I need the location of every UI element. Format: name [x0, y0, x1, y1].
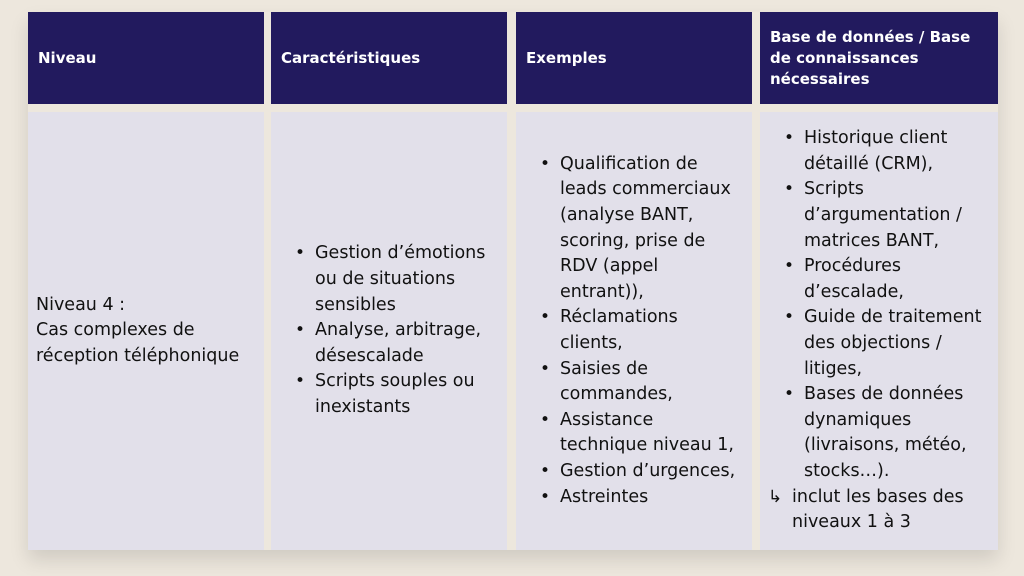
base-note [768, 485, 997, 536]
list-item: • Gestion d’émotions ou de situations sensibles [315, 241, 499, 318]
list-item: • Procédures d’escalade, [804, 254, 994, 305]
exemples-list [524, 152, 744, 510]
list-item: • Guide de traitement des objections / litiges, [804, 305, 994, 382]
caracteristiques-list [279, 241, 499, 420]
list-item: • Saisies de commandes, [560, 357, 744, 408]
column-base [760, 12, 998, 550]
list-item: • Gestion d’urgences, [560, 459, 744, 485]
header-exemples [516, 12, 752, 104]
list-item: • Scripts d’argumentation / matrices BANT, [804, 177, 994, 254]
header-base-label: Base de données / Base de connaissances nécessaires [770, 27, 971, 88]
list-item: • Réclamations clients, [560, 305, 744, 356]
base-note-text: inclut les bases des niveaux 1 à 3 [792, 486, 964, 533]
cell-exemples [516, 112, 752, 550]
cell-caracteristiques [271, 112, 507, 550]
column-caracteristiques [271, 12, 507, 550]
header-exemples-label: Exemples [526, 48, 607, 67]
column-exemples [516, 12, 752, 550]
header-base [760, 12, 998, 104]
base-list [768, 126, 994, 484]
base-content [768, 126, 997, 536]
list-item: • Analyse, arbitrage, désescalade [315, 318, 499, 369]
levels-table [28, 12, 998, 550]
list-item: • Assistance technique niveau 1, [560, 408, 744, 459]
list-item: • Scripts souples ou inexistants [315, 369, 499, 420]
header-niveau [28, 12, 264, 104]
cell-niveau [28, 112, 264, 550]
return-arrow-icon: ↳ [768, 486, 783, 507]
level-description: Cas complexes de réception téléphonique [36, 320, 240, 366]
header-caracteristiques-label: Caractéristiques [281, 48, 421, 67]
column-niveau [28, 12, 264, 550]
header-caracteristiques [271, 12, 507, 104]
list-item: • Astreintes [560, 485, 744, 511]
cell-base [760, 112, 998, 550]
list-item: • Bases de données dynamiques (livraisons, météo, stocks…). [804, 382, 994, 484]
list-item: • Historique client détaillé (CRM), [804, 126, 994, 177]
list-item: • Qualification de leads commerciaux (analyse BANT, scoring, prise de RDV (appel entrant)), [560, 152, 744, 306]
level-text [36, 293, 256, 370]
header-niveau-label: Niveau [38, 48, 97, 67]
level-title: Niveau 4 : [36, 294, 126, 315]
